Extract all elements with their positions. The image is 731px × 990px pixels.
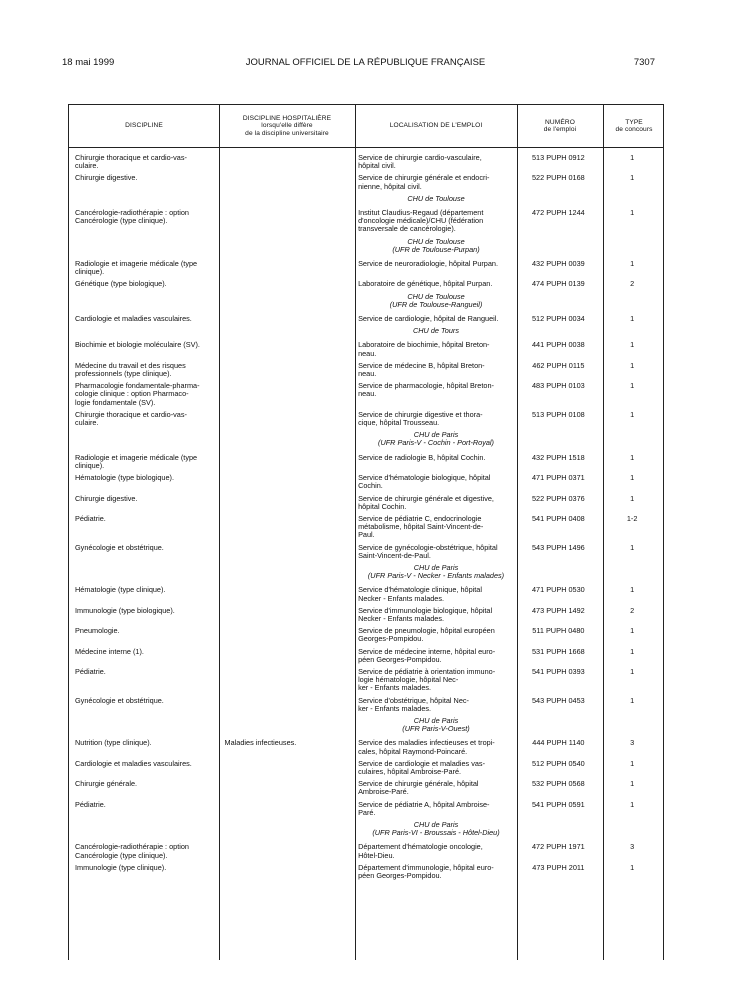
location-cell: Service d'obstétrique, hôpital Nec- ker - Enfants malades. <box>358 695 469 713</box>
hospital-discipline-cell <box>219 382 355 407</box>
post-number-cell: 473 PUPH 1492 <box>532 605 585 615</box>
section-heading <box>69 293 663 309</box>
location-cell: Service de neuroradiologie, hôpital Purpan. <box>358 259 499 269</box>
contest-type-cell: 1 <box>630 153 635 162</box>
table-row <box>69 864 663 880</box>
location-cell: Service de pharmacologie, hôpital Breton- neau. <box>358 381 494 399</box>
hospital-discipline-cell <box>219 474 355 490</box>
page-date: 18 mai 1999 <box>62 57 115 68</box>
contest-type-cell: 1 <box>630 862 635 872</box>
hospital-discipline-cell <box>219 780 355 796</box>
discipline-cell: Médecine du travail et des risques professionnels (type clinique). <box>75 360 186 379</box>
discipline-cell: Pharmacologie fondamentale-pharma- cologie clinique : option Pharmaco- logie fondamentale (SV). <box>75 381 200 407</box>
hospital-discipline-cell <box>219 260 355 276</box>
contest-type-cell: 2 <box>630 279 635 289</box>
table-row <box>69 697 663 713</box>
hospital-discipline-cell <box>219 315 355 323</box>
post-number-cell: 471 PUPH 0530 <box>532 585 585 595</box>
discipline-cell: Chirurgie digestive. <box>75 493 138 503</box>
contest-type-cell: 1 <box>630 758 635 768</box>
post-number-cell: 432 PUPH 1518 <box>532 452 585 462</box>
table-row <box>69 739 663 755</box>
hospital-discipline-cell <box>219 495 355 511</box>
hospital-discipline-cell <box>219 515 355 540</box>
discipline-cell: Hématologie (type clinique). <box>75 585 166 595</box>
table-row <box>69 586 663 602</box>
post-number-cell: 522 PUPH 0168 <box>532 173 585 183</box>
chu-label: CHU de Paris (UFR Paris-V - Cochin - Port-Royal) <box>378 430 494 448</box>
contest-type-cell: 3 <box>630 738 635 748</box>
discipline-cell: Pneumologie. <box>75 626 120 636</box>
discipline-cell: Nutrition (type clinique). <box>75 738 152 748</box>
hospital-discipline-cell <box>219 362 355 378</box>
contest-type-cell: 1 <box>630 208 635 218</box>
section-heading <box>69 564 663 580</box>
contest-type-cell: 1 <box>630 340 635 350</box>
postes-table <box>68 104 664 960</box>
location-cell: Service de radiologie B, hôpital Cochin. <box>358 452 486 462</box>
discipline-cell: Hématologie (type biologique). <box>75 473 174 483</box>
table-row <box>69 668 663 693</box>
post-number-cell: 444 PUPH 1140 <box>532 738 585 748</box>
discipline-cell: Génétique (type biologique). <box>75 279 167 289</box>
location-cell: Service de pédiatrie A, hôpital Ambroise- Paré. <box>358 799 490 817</box>
location-cell: Laboratoire de biochimie, hôpital Breton- neau. <box>358 340 490 358</box>
table-row <box>69 315 663 323</box>
contest-type-cell: 1-2 <box>626 513 638 523</box>
contest-type-cell: 1 <box>630 779 635 789</box>
post-number-cell: 441 PUPH 0038 <box>532 340 585 350</box>
section-heading <box>69 431 663 447</box>
contest-type-cell: 1 <box>630 585 635 595</box>
column-header-localisation: LOCALISATION DE L'EMPLOI <box>389 122 483 130</box>
location-cell: Service de médecine B, hôpital Breton- neau. <box>358 360 485 379</box>
hospital-discipline-cell <box>219 586 355 602</box>
post-number-cell: 541 PUPH 0591 <box>532 799 585 809</box>
post-number-cell: 483 PUPH 0103 <box>532 381 585 391</box>
chu-label: CHU de Paris (UFR Paris-V - Necker - Enfants malades) <box>367 562 505 581</box>
location-cell: Service de pneumologie, hôpital européen Georges-Pompidou. <box>358 626 495 644</box>
hospital-discipline-cell <box>219 341 355 357</box>
column-header-hospitaliere: DISCIPLINE HOSPITALIÈRE lorsqu'elle diffère de la discipline universitaire <box>242 114 332 137</box>
location-cell: Service d'hématologie biologique, hôpital Cochin. <box>358 473 491 491</box>
table-row <box>69 382 663 407</box>
location-cell: Service d'hématologie clinique, hôpital Necker - Enfants malades. <box>358 585 482 603</box>
contest-type-cell: 1 <box>630 473 635 483</box>
post-number-cell: 512 PUPH 0540 <box>532 758 585 768</box>
contest-type-cell: 1 <box>630 542 635 552</box>
location-cell: Département d'hématologie oncologie, Hôtel-Dieu. <box>358 842 483 860</box>
hospital-discipline-cell <box>219 648 355 664</box>
contest-type-cell: 1 <box>630 493 635 503</box>
contest-type-cell: 2 <box>630 605 635 615</box>
contest-type-cell: 1 <box>630 799 635 809</box>
discipline-cell: Chirurgie générale. <box>75 779 138 789</box>
discipline-cell: Médecine interne (1). <box>75 646 144 656</box>
discipline-cell: Chirurgie thoracique et cardio-vas- culaire. <box>75 153 187 171</box>
post-number-cell: 543 PUPH 0453 <box>532 695 585 705</box>
chu-label: CHU de Toulouse <box>407 193 465 203</box>
post-number-cell: 472 PUPH 1971 <box>532 842 585 852</box>
discipline-cell: Gynécologie et obstétrique. <box>75 695 164 705</box>
discipline-cell: Pédiatrie. <box>75 513 106 523</box>
table-row <box>69 454 663 470</box>
hospital-discipline-cell <box>219 174 355 190</box>
discipline-cell: Cancérologie-radiothérapie : option Cancérologie (type clinique). <box>75 842 189 860</box>
post-number-cell: 531 PUPH 1668 <box>532 646 585 656</box>
contest-type-cell: 1 <box>630 173 635 183</box>
hospital-discipline-cell <box>219 864 355 880</box>
contest-type-cell: 1 <box>630 666 635 676</box>
hospital-discipline-cell <box>219 668 355 693</box>
table-row <box>69 341 663 357</box>
location-cell: Service de pédiatrie à orientation immuno- logie hématologie, hôpital Nec- ker - Enfants malades. <box>358 666 496 693</box>
location-cell: Service de chirurgie générale et endocri- nienne, hôpital civil. <box>358 173 490 191</box>
column-header-type: TYPE de concours <box>615 118 653 133</box>
hospital-discipline-cell <box>219 154 355 170</box>
hospital-discipline-cell <box>219 760 355 776</box>
chu-label: CHU de Tours <box>413 326 459 336</box>
post-number-cell: 532 PUPH 0568 <box>532 779 585 789</box>
post-number-cell: 511 PUPH 0480 <box>532 626 585 636</box>
hospital-discipline-cell <box>219 411 355 427</box>
table-row <box>69 648 663 664</box>
table-header <box>69 105 663 148</box>
post-number-cell: 522 PUPH 0376 <box>532 493 585 503</box>
location-cell: Service de chirurgie générale et digestive, hôpital Cochin. <box>358 493 494 511</box>
contest-type-cell: 1 <box>630 695 635 705</box>
discipline-cell: Immunologie (type clinique). <box>75 862 167 872</box>
column-header-numero: NUMÉRO de l'emploi <box>543 118 577 133</box>
post-number-cell: 471 PUPH 0371 <box>532 473 585 483</box>
table-row <box>69 362 663 378</box>
contest-type-cell: 1 <box>630 626 635 636</box>
section-heading <box>69 195 663 203</box>
hospital-discipline-cell <box>219 454 355 470</box>
post-number-cell: 541 PUPH 0393 <box>532 666 585 676</box>
table-row <box>69 627 663 643</box>
location-cell: Service de chirurgie cardio-vasculaire, hôpital civil. <box>358 153 482 171</box>
post-number-cell: 513 PUPH 0108 <box>532 409 585 419</box>
discipline-cell: Gynécologie et obstétrique. <box>75 542 164 552</box>
discipline-cell: Chirurgie digestive. <box>75 173 138 183</box>
location-cell: Service de médecine interne, hôpital euro- péen Georges-Pompidou. <box>358 646 496 664</box>
column-header-discipline: DISCIPLINE <box>125 122 163 130</box>
location-cell: Service des maladies infectieuses et tropi- cales, hôpital Raymond-Poincaré. <box>358 738 495 756</box>
discipline-cell: Cancérologie-radiothérapie : option Cancérologie (type clinique). <box>75 208 189 226</box>
post-number-cell: 432 PUPH 0039 <box>532 259 585 269</box>
journal-title: JOURNAL OFFICIEL DE LA RÉPUBLIQUE FRANÇAISE <box>245 57 486 68</box>
discipline-cell: Biochimie et biologie moléculaire (SV). <box>75 340 200 350</box>
table-row <box>69 544 663 560</box>
table-row <box>69 260 663 276</box>
discipline-cell: Immunologie (type biologique). <box>75 605 175 615</box>
location-cell: Service de chirurgie générale, hôpital Ambroise-Paré. <box>358 779 479 797</box>
discipline-cell: Cardiologie et maladies vasculaires. <box>75 314 192 324</box>
chu-label: CHU de Toulouse (UFR de Toulouse-Rangueil) <box>389 291 483 309</box>
location-cell: Service de cardiologie, hôpital de Rangueil. <box>358 314 499 324</box>
table-row <box>69 780 663 796</box>
table-row <box>69 174 663 190</box>
contest-type-cell: 1 <box>630 360 635 370</box>
location-cell: Institut Claudius-Regaud (département d'oncologie médicale)/CHU (fédération transversale de cancérologie). <box>358 208 484 234</box>
discipline-cell: Pédiatrie. <box>75 799 106 809</box>
table-row <box>69 607 663 623</box>
hospital-discipline-cell <box>219 801 355 817</box>
hospital-discipline-cell <box>219 607 355 623</box>
hospital-discipline-cell <box>219 280 355 288</box>
table-row <box>69 474 663 490</box>
post-number-cell: 474 PUPH 0139 <box>532 279 585 289</box>
contest-type-cell: 1 <box>630 381 635 391</box>
chu-label: CHU de Paris (UFR Paris-V-Ouest) <box>402 715 470 734</box>
table-row <box>69 154 663 170</box>
hospital-discipline-cell <box>219 209 355 234</box>
table-row <box>69 801 663 817</box>
discipline-cell: Cardiologie et maladies vasculaires. <box>75 758 192 768</box>
post-number-cell: 541 PUPH 0408 <box>532 513 585 523</box>
hospital-discipline-cell <box>219 627 355 643</box>
contest-type-cell: 1 <box>630 409 635 419</box>
table-row <box>69 760 663 776</box>
post-number-cell: 472 PUPH 1244 <box>532 208 585 218</box>
post-number-cell: 513 PUPH 0912 <box>532 153 585 162</box>
post-number-cell: 473 PUPH 2011 <box>532 862 585 872</box>
section-heading <box>69 821 663 837</box>
post-number-cell: 462 PUPH 0115 <box>532 360 585 370</box>
location-cell: Service de chirurgie digestive et thora- cique, hôpital Trousseau. <box>358 409 483 428</box>
location-cell: Service de pédiatrie C, endocrinologie métabolisme, hôpital Saint-Vincent-de- Paul. <box>358 513 484 540</box>
section-heading <box>69 717 663 733</box>
post-number-cell: 512 PUPH 0034 <box>532 314 585 324</box>
hospital-discipline-cell <box>219 544 355 560</box>
discipline-cell: Pédiatrie. <box>75 666 106 676</box>
table-row <box>69 495 663 511</box>
hospital-discipline-cell: Maladies infectieuses. <box>224 738 297 748</box>
contest-type-cell: 1 <box>630 452 635 462</box>
table-row <box>69 843 663 859</box>
post-number-cell: 543 PUPH 1496 <box>532 542 585 552</box>
contest-type-cell: 3 <box>630 842 635 852</box>
page-number: 7307 <box>633 57 655 68</box>
section-heading <box>69 238 663 254</box>
discipline-cell: Radiologie et imagerie médicale (type clinique). <box>75 259 198 277</box>
discipline-cell: Chirurgie thoracique et cardio-vas- culaire. <box>75 409 187 428</box>
discipline-cell: Radiologie et imagerie médicale (type clinique). <box>75 452 198 470</box>
location-cell: Département d'immunologie, hôpital euro- péen Georges-Pompidou. <box>358 862 494 881</box>
section-heading <box>69 327 663 335</box>
table-row <box>69 209 663 234</box>
location-cell: Service d'immunologie biologique, hôpital Necker - Enfants malades. <box>358 605 493 623</box>
chu-label: CHU de Paris (UFR Paris-VI - Broussais - Hôtel-Dieu) <box>372 820 500 838</box>
contest-type-cell: 1 <box>630 314 635 324</box>
location-cell: Laboratoire de génétique, hôpital Purpan. <box>358 279 493 289</box>
location-cell: Service de gynécologie-obstétrique, hôpital Saint-Vincent-de-Paul. <box>358 542 498 560</box>
table-row <box>69 515 663 540</box>
table-row <box>69 411 663 427</box>
hospital-discipline-cell <box>219 697 355 713</box>
hospital-discipline-cell <box>219 843 355 859</box>
table-row <box>69 280 663 288</box>
contest-type-cell: 1 <box>630 646 635 656</box>
contest-type-cell: 1 <box>630 259 635 269</box>
chu-label: CHU de Toulouse (UFR de Toulouse-Purpan) <box>392 236 480 254</box>
table-body <box>69 154 663 884</box>
location-cell: Service de cardiologie et maladies vas- culaires, hôpital Ambroise-Paré. <box>358 758 486 776</box>
